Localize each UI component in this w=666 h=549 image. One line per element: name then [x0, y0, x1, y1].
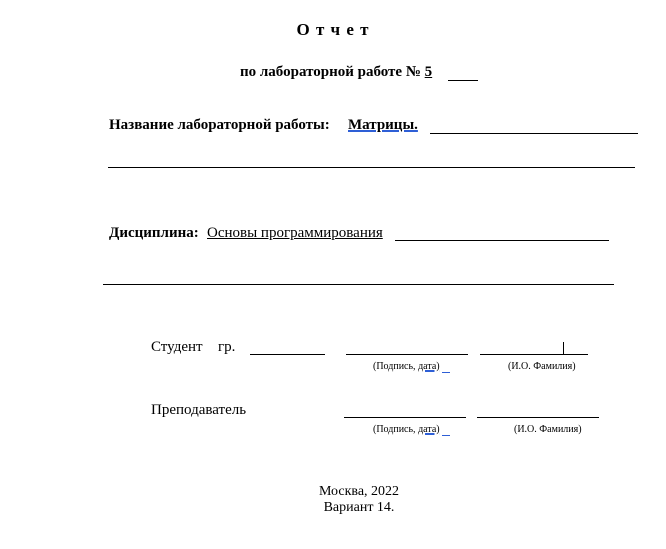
teacher-caption-sign	[373, 424, 440, 435]
student-caption-sign-text: (Подпись,	[373, 361, 416, 372]
work-name-value: Матрицы.	[348, 117, 418, 133]
teacher-caption-sign-text: (Подпись,	[373, 424, 416, 435]
student-label: Студент	[151, 339, 203, 355]
work-name-underline	[430, 133, 638, 134]
discipline-label: Дисциплина:	[109, 225, 199, 241]
footer-city-year: Москва, 2022	[318, 484, 400, 499]
student-caption-date-underline	[442, 372, 450, 373]
student-name-field	[480, 354, 588, 355]
teacher-signature-field	[344, 417, 466, 418]
student-group-field	[250, 354, 325, 355]
student-caption-date: дата)	[418, 361, 440, 372]
work-name-label: Название лабораторной работы:	[109, 117, 330, 133]
teacher-label: Преподаватель	[151, 402, 247, 418]
discipline-line-2	[103, 284, 614, 285]
teacher-caption-date: дата)	[418, 424, 440, 435]
student-caption-sign	[373, 361, 440, 372]
text-cursor	[563, 342, 564, 355]
report-title: О т ч е т	[296, 20, 370, 39]
teacher-caption-date-underline	[442, 435, 450, 436]
discipline-underline	[395, 240, 609, 241]
teacher-name-field	[477, 417, 599, 418]
lab-subtitle	[240, 64, 432, 81]
lab-number-underline	[448, 80, 478, 81]
student-signature-field	[346, 354, 468, 355]
discipline-value: Основы программирования	[207, 225, 383, 241]
student-group-label: гр.	[218, 339, 236, 355]
student-caption-name: (И.О. Фамилия)	[508, 361, 576, 372]
work-name-line-2	[108, 167, 635, 168]
footer-variant: Вариант 14.	[323, 500, 395, 515]
lab-subtitle-text: по лабораторной работе №	[240, 64, 421, 80]
teacher-caption-name: (И.О. Фамилия)	[514, 424, 582, 435]
lab-number: 5	[424, 64, 433, 80]
